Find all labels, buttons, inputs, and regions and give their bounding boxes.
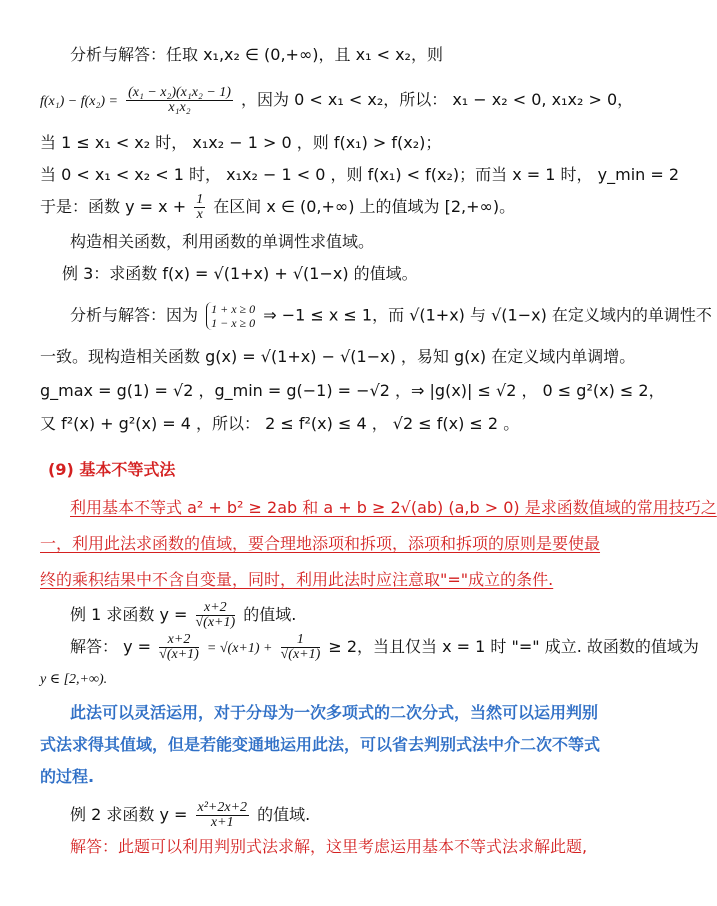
text: 此法可以灵活运用，对于分母为一次多项式的二次分式，当然可以运用判别	[70, 703, 599, 722]
text: 一致。现构造相关函数 g(x) = √(1+x) − √(1−x) ，易知 g(x) 在定义域内单调增。	[40, 347, 636, 366]
analysis-line-2	[70, 302, 712, 330]
fraction	[159, 633, 199, 662]
denominator: x₁x₂	[168, 100, 191, 115]
red-paragraph-line-1	[70, 497, 717, 519]
numerator: x²+2x+2	[197, 800, 248, 815]
analysis-line-4	[40, 380, 665, 402]
numerator: x+2	[159, 633, 199, 648]
denominator: √(x+1)	[280, 647, 321, 662]
conclusion-line	[40, 193, 515, 222]
blue-paragraph-line-1	[70, 702, 598, 724]
example-1-solution	[70, 633, 699, 662]
text: 于是：函数 y = x +	[40, 197, 187, 216]
numerator: 1	[196, 192, 204, 207]
text: 又 f²(x) + g²(x) = 4 ，所以： 2 ≤ f²(x) ≤ 4 ， √2 ≤ f(x) ≤ 2 。	[40, 414, 520, 433]
text: 的过程.	[40, 767, 95, 786]
text: 分析与解答：任取 x₁,x₂ ∈ (0,+∞)，且 x₁ < x₂，则	[70, 45, 443, 64]
text: 在区间 x ∈ (0,+∞) 上的值域为 [2,+∞)。	[213, 197, 516, 216]
denominator: √(x+1)	[159, 647, 199, 662]
numerator: 1	[281, 633, 321, 648]
blue-paragraph-line-2	[40, 734, 600, 756]
text: 分析与解答：因为	[70, 305, 199, 325]
numerator: x+2	[196, 601, 236, 616]
example-2-title	[70, 801, 310, 830]
example-2-solution	[70, 836, 587, 858]
inequality-system	[206, 302, 255, 330]
text: 例 2 求函数 y =	[70, 805, 188, 824]
text: ⇒ −1 ≤ x ≤ 1，而 √(1+x) 与 √(1−x) 在定义域内的单调性不	[263, 305, 712, 325]
text: ≥ 2，当且仅当 x = 1 时 "=" 成立. 故函数的值域为	[328, 637, 699, 656]
text: 当 1 ≤ x₁ < x₂ 时， x₁x₂ − 1 > 0 ，则 f(x₁) > f(x₂)；	[40, 133, 442, 152]
formula: = √(x+1) +	[206, 641, 273, 656]
numerator: (x₁ − x₂)(x₁x₂ − 1)	[128, 85, 231, 100]
text: 的值域.	[257, 805, 311, 824]
equation-line-1	[40, 86, 633, 115]
analysis-line-5	[40, 413, 519, 435]
analysis-line-3	[40, 346, 635, 368]
section-heading	[48, 459, 175, 481]
text: 一，利用此法求函数的值域，要合理地添项和拆项，添项和拆项的原则是要使最	[40, 534, 601, 553]
text: 例 1 求函数 y =	[70, 605, 188, 624]
fraction	[281, 633, 321, 662]
analysis-line-1	[70, 44, 443, 66]
text: 式法求得其值域，但是若能变通地运用此法，可以省去判别式法中介二次不等式	[40, 735, 601, 754]
text: 当 0 < x₁ < x₂ < 1 时， x₁x₂ − 1 < 0 ，则 f(x₁) < f(x₂)；而当 x = 1 时， y_min = 2	[40, 165, 680, 184]
denominator: x	[196, 207, 203, 222]
text: 解答：此题可以利用判别式法求解，这里考虑运用基本不等式法求解此题,	[70, 837, 588, 856]
case-line-2	[40, 164, 679, 186]
denominator: √(x+1)	[195, 615, 236, 630]
text: g_max = g(1) = √2 ，g_min = g(−1) = −√2 ，⇒ |g(x)| ≤ √2 ， 0 ≤ g²(x) ≤ 2，	[40, 381, 665, 400]
text: 构造相关函数，利用函数的单调性求值域。	[70, 232, 375, 251]
text: 利用基本不等式 a² + b² ≥ 2ab 和 a + b ≥ 2√(ab) (a,b > 0) 是求函数值域的常用技巧之	[70, 498, 717, 517]
denominator: x+1	[210, 815, 234, 830]
text: 终的乘积结果中不含自变量，同时，利用此法时应注意取"="成立的条件.	[40, 570, 554, 589]
fraction	[196, 601, 236, 630]
fraction	[126, 86, 233, 115]
text: ，因为 0 < x₁ < x₂，所以： x₁ − x₂ < 0, x₁x₂ > 0，	[241, 90, 634, 109]
fraction	[194, 193, 205, 222]
text: (9) 基本不等式法	[48, 460, 176, 479]
text: 解答： y =	[70, 637, 152, 656]
example-3-title	[62, 263, 418, 285]
case-line-1	[40, 132, 441, 154]
method-heading	[70, 231, 374, 253]
example-1-title	[70, 601, 296, 630]
example-1-result	[40, 669, 107, 691]
blue-paragraph-line-3	[40, 766, 94, 788]
fraction	[196, 801, 250, 830]
text: 的值域.	[243, 605, 297, 624]
system-bottom: 1 − x ≥ 0	[211, 316, 256, 330]
red-paragraph-line-3	[40, 569, 553, 591]
red-paragraph-line-2	[40, 533, 600, 555]
text: 例 3：求函数 f(x) = √(1+x) + √(1−x) 的值域。	[62, 264, 418, 283]
text: y ∈ [2,+∞).	[40, 672, 108, 687]
formula-lhs: f(x₁) − f(x₂) =	[40, 94, 118, 109]
system-top: 1 + x ≥ 0	[211, 302, 256, 316]
